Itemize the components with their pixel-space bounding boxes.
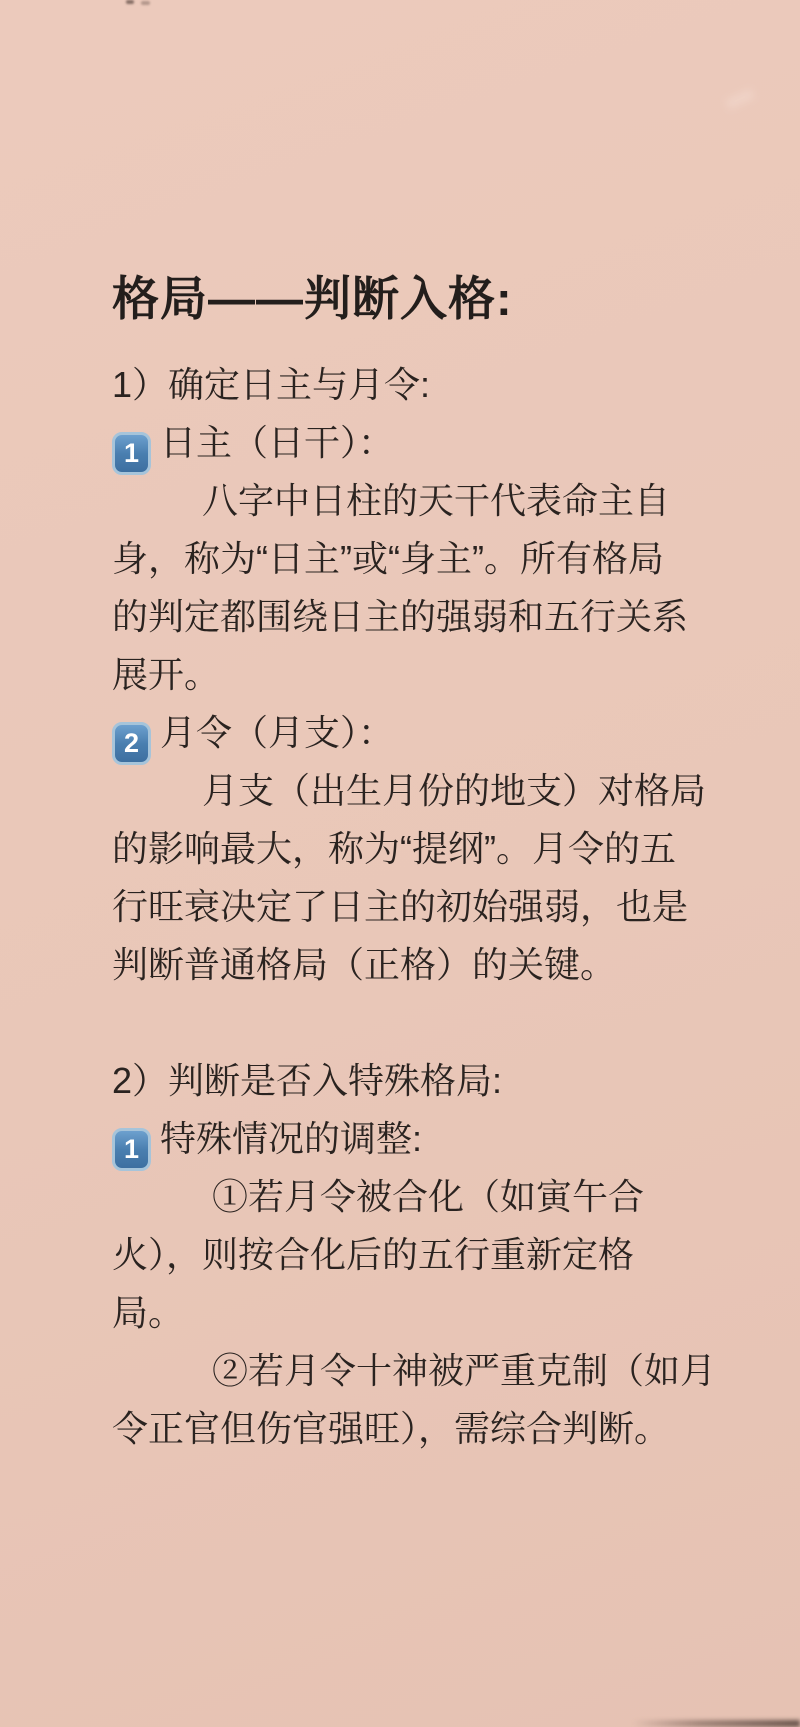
paragraph-line: 的判定都围绕日主的强弱和五行关系 [112,596,689,637]
note-body [112,356,752,1458]
paragraph-line: 令正官但伤官强旺），需综合判断。 [112,1408,671,1449]
light-streak-artifact [725,89,755,110]
paragraph-line: 身，称为“日主”或“身主”。所有格局 [112,538,664,579]
item-month-order [112,704,752,762]
section-gap [112,994,752,1052]
paragraph-line: ①若月令被合化（如寅午合 [212,1176,645,1217]
keycap-2-icon: 2 [112,722,151,765]
paragraph-line: 展开。 [112,654,221,695]
top-edge-artifact [141,1,150,5]
paragraph-line: 八字中日柱的天干代表命主自 [202,480,671,521]
top-edge-artifact [126,0,134,4]
section-2-heading: 2）判断是否入特殊格局: [112,1060,503,1101]
keycap-1-icon: 1 [112,1128,151,1171]
paragraph-line: ②若月令十神被严重克制（如月 [212,1350,717,1391]
paragraph-line: 行旺衰决定了日主的初始强弱，也是 [112,886,689,927]
paragraph-line: 的影响最大，称为“提纲”。月令的五 [112,828,676,869]
section-1-heading: 1）确定日主与月令: [112,364,431,405]
paragraph-line: 火），则按合化后的五行重新定格 [112,1234,635,1275]
item-day-master [112,414,752,472]
paragraph-line: 月支（出生月份的地支）对格局 [202,770,707,811]
item-label: 日主（日干）： [160,422,395,463]
bottom-edge-artifact [632,1720,800,1727]
item-label: 月令（月支）： [160,712,395,753]
item-label: 特殊情况的调整: [160,1118,423,1159]
keycap-1-icon: 1 [112,432,151,475]
item-special-adjustment [112,1110,752,1168]
page-title: 格局——判断入格: [112,272,513,325]
paragraph-line: 判断普通格局（正格）的关键。 [112,944,617,985]
paragraph-line: 局。 [112,1292,185,1333]
